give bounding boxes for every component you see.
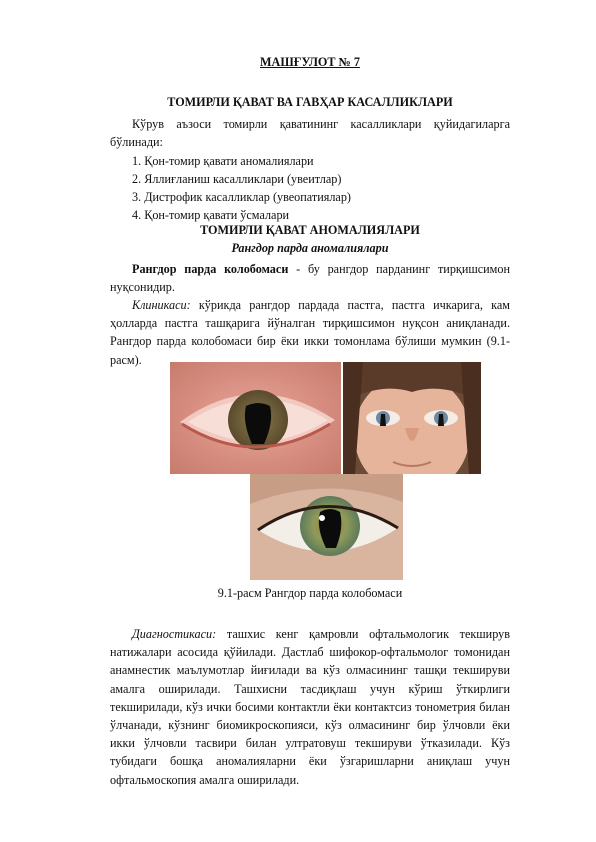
eye-photo-bottom (250, 474, 403, 580)
figure-caption: 9.1-расм Рангдор парда колобомаси (217, 586, 403, 600)
list-item: 2. Яллиғланиш касалликлари (увеитлар) (132, 172, 342, 186)
list-item: 3. Дистрофик касалликлар (увеопатиялар) (132, 190, 351, 204)
eye-photo-left (170, 362, 341, 474)
list-item: 1. Қон-томир қавати аномалиялари (132, 154, 314, 168)
subsubheading: Рангдор парда аномалиялари (231, 241, 389, 255)
clinic-paragraph (110, 296, 510, 369)
subheading: ТОМИРЛИ ҚАВАТ АНОМАЛИЯЛАРИ (200, 223, 420, 237)
diagnostics-text: ташхис кенг қамровли офтальмологик текширув натижалари асосида қўйилади. Дастлаб шифокор-офтальмолог томонидан анамнестик маълумотлар йиғилади ва кўз олмасининг ташқи текшируви амалга оширилади. Ташхисни тасдиқлаш учун кўриш ўткирлиги текширилади, кўз ички босими контактли ёки контактсиз тонометрия билан ўлчанади, кўзнинг биомикроскопияси, кўз олмасининг бир ўлчовли ёки икки ўлчовли тасвири билан ултратовуш текшируви ўтказилади. Кўз тубидаги бошқа аномалияларни ёки ўзгаришларни аниқлаш учун офтальмоскопия амалга оширилади. (110, 627, 510, 787)
coloboma-term: Рангдор парда колобомаси (132, 262, 289, 276)
section-heading: ТОМИРЛИ ҚАВАТ ВА ГАВҲАР КАСАЛЛИКЛАРИ (167, 95, 453, 109)
diagnostics-paragraph (110, 625, 510, 789)
list-item: 4. Қон-томир қавати ўсмалари (132, 208, 290, 222)
lesson-title: МАШҒУЛОТ № 7 (260, 55, 360, 69)
coloboma-paragraph (110, 260, 510, 296)
intro-paragraph: Кўрув аъзоси томирли қаватининг касалликлари қуйидагиларга бўлинади: (110, 117, 510, 150)
face-photo-right (343, 362, 481, 474)
clinic-text: кўрикда рангдор пардада пастга, пастга ичкарига, кам ҳолларда пастга ташқарига йўналган тирқишсимон нуқсон аниқланади. Рангдор парда колобомаси бир ёки икки томонлама бўлиши мумкин (9.1-расм). (110, 298, 510, 367)
clinic-label: Клиникаси: (132, 298, 191, 312)
coloboma-definition: - бу рангдор парданинг тирқишсимон нуқсонидир. (110, 262, 511, 295)
diagnostics-label: Диагностикаси: (132, 627, 217, 641)
